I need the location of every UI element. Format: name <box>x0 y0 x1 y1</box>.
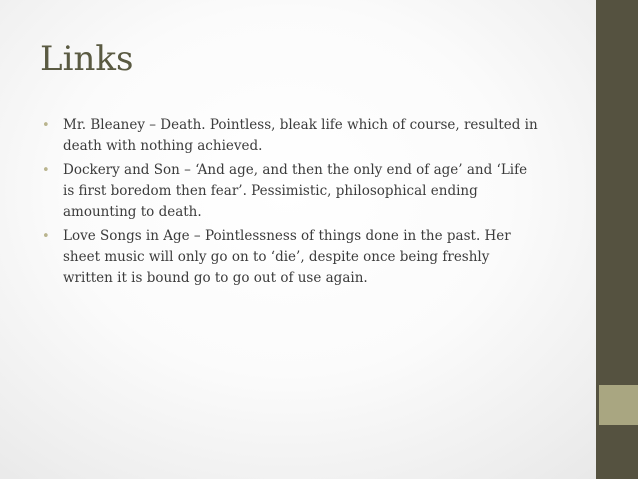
bullet-list <box>42 115 542 292</box>
bullet-item-mr-bleaney <box>42 115 542 157</box>
bullet-item-dockery-and-son <box>42 160 542 223</box>
bullet-text: Mr. Bleaney – Death. Pointless, bleak life which of course, resulted in death with nothing achieved. <box>63 117 538 154</box>
bullet-marker: • <box>42 229 50 244</box>
bullet-text: Love Songs in Age – Pointlessness of things done in the past. Her sheet music will only go on to ‘die’, despite once being freshly written it is bound go to go out of use again. <box>63 228 511 286</box>
bullet-marker: • <box>42 163 50 178</box>
bullet-text: Dockery and Son – ‘And age, and then the only end of age’ and ‘Life is first boredom then fear’. Pessimistic, philosophical ending amounting to death. <box>63 162 528 220</box>
bullet-marker: • <box>42 118 50 133</box>
bullet-item-love-songs-in-age <box>42 226 542 289</box>
side-accent-block <box>599 385 638 425</box>
slide-title: Links <box>40 39 134 79</box>
